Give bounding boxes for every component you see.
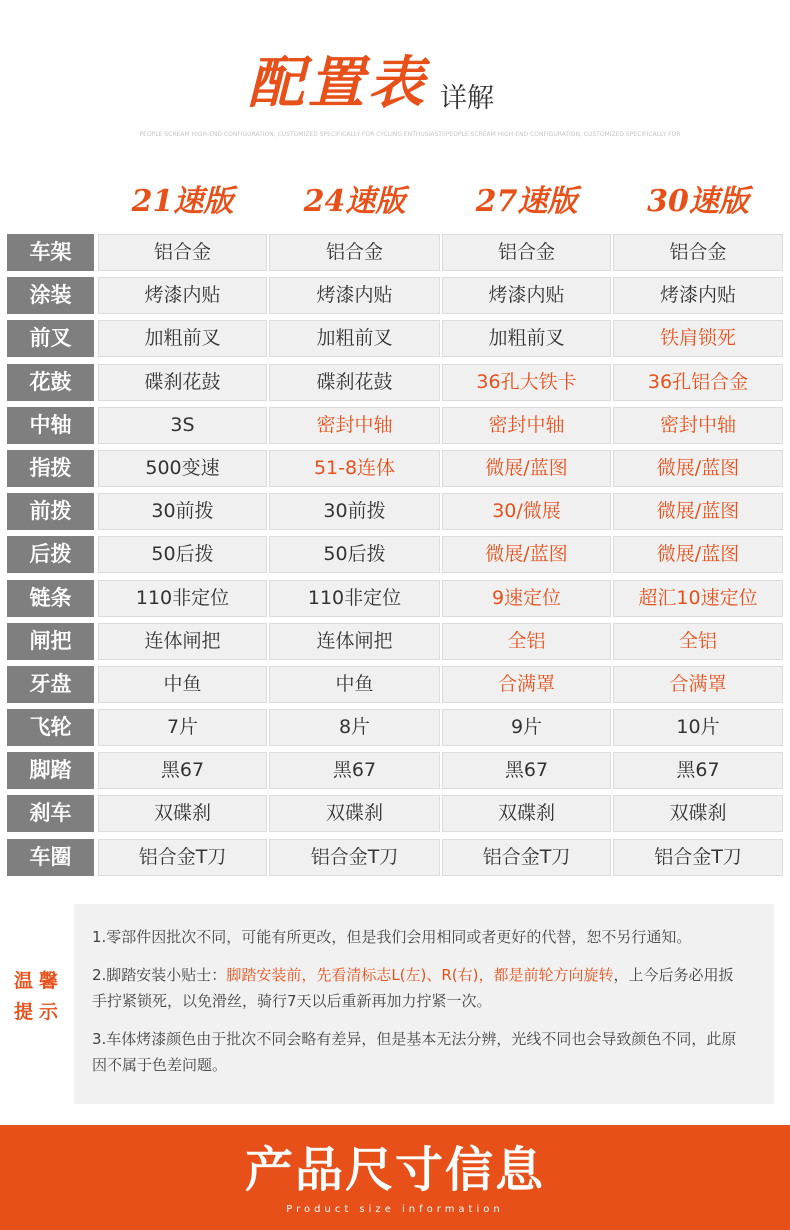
table-cell: 铝合金T刀 [98,839,267,876]
row-label: 牙盘 [7,666,94,703]
table-row [7,535,783,578]
table-cell: 36孔铝合金 [613,364,783,401]
table-cell: 全铝 [613,623,783,660]
table-cell: 烤漆内贴 [442,277,611,314]
table-cell: 7片 [98,709,267,746]
table-cell: 连体闸把 [98,623,267,660]
table-cell: 密封中轴 [613,407,783,444]
table-cell: 双碟刹 [613,795,783,832]
row-label: 链条 [7,580,94,617]
table-row [7,492,783,535]
note-2-prefix: 2.脚踏安装小贴士： [92,966,227,984]
table-cell: 双碟刹 [269,795,440,832]
version-header-21: 21速版 [131,184,234,219]
note-2-highlight: 脚踏安装前，先看清标志L(左)、R(右)，都是前轮方向旋转 [226,966,614,984]
row-label: 车圈 [7,839,94,876]
row-label: 脚踏 [7,752,94,789]
table-cell: 51-8连体 [269,450,440,487]
table-cell: 铝合金T刀 [269,839,440,876]
table-cell: 双碟刹 [442,795,611,832]
table-row [7,233,783,276]
table-cell: 密封中轴 [269,407,440,444]
table-row [7,708,783,751]
footer-subtitle: Product size information [286,1204,504,1215]
table-row [7,838,783,881]
table-cell: 110非定位 [269,580,440,617]
version-header-30: 30速版 [647,184,749,219]
footer-title: 产品尺寸信息 [244,1142,545,1198]
table-cell: 加粗前叉 [442,320,611,357]
table-cell: 烤漆内贴 [613,277,783,314]
row-label: 刹车 [7,795,94,832]
table-cell: 全铝 [442,623,611,660]
row-label: 前拨 [7,493,94,530]
table-row [7,449,783,492]
table-cell: 黑67 [613,752,783,789]
table-cell: 36孔大铁卡 [442,364,611,401]
table-cell: 烤漆内贴 [98,277,267,314]
table-cell: 30前拨 [269,493,440,530]
version-header-24: 24速版 [303,184,406,219]
spec-table [7,233,783,881]
table-cell: 500变速 [98,450,267,487]
notes-box [74,904,774,1104]
table-row [7,751,783,794]
row-label: 车架 [7,234,94,271]
table-cell: 8片 [269,709,440,746]
table-cell: 中鱼 [269,666,440,703]
table-cell: 密封中轴 [442,407,611,444]
table-cell: 铝合金 [442,234,611,271]
table-cell: 加粗前叉 [98,320,267,357]
table-cell: 50后拨 [269,536,440,573]
version-header-27: 27速版 [475,184,578,219]
table-cell: 双碟刹 [98,795,267,832]
row-label: 后拨 [7,536,94,573]
row-label: 闸把 [7,623,94,660]
table-cell: 铝合金T刀 [442,839,611,876]
table-row [7,665,783,708]
table-row [7,276,783,319]
table-cell: 110非定位 [98,580,267,617]
table-cell: 微展/蓝图 [613,493,783,530]
note-3: 3.车体烤漆颜色由于批次不同会略有差异，但是基本无法分辨，光线不同也会导致颜色不同，此原因不属于色差问题。 [92,1030,737,1074]
table-cell: 黑67 [442,752,611,789]
table-cell: 9片 [442,709,611,746]
table-row [7,622,783,665]
table-cell: 30前拨 [98,493,267,530]
table-row [7,363,783,406]
row-label: 指拨 [7,450,94,487]
table-cell: 铝合金 [269,234,440,271]
page-title: 配置表 [248,50,428,116]
table-cell: 加粗前叉 [269,320,440,357]
table-cell: 50后拨 [98,536,267,573]
table-row [7,406,783,449]
row-label: 中轴 [7,407,94,444]
table-cell: 微展/蓝图 [442,536,611,573]
table-cell: 铝合金T刀 [613,839,783,876]
table-row [7,794,783,837]
table-cell: 30/微展 [442,493,611,530]
table-cell: 合满罩 [613,666,783,703]
row-label: 花鼓 [7,364,94,401]
table-cell: 黑67 [269,752,440,789]
row-label: 涂装 [7,277,94,314]
footer-banner [0,1125,790,1230]
table-cell: 烤漆内贴 [269,277,440,314]
page-subtitle: 详解 [440,83,494,114]
note-1: 1.零部件因批次不同，可能有所更改，但是我们会用相同或者更好的代替，恕不另行通知。 [92,928,692,946]
note-2 [92,962,742,1014]
row-label: 飞轮 [7,709,94,746]
table-cell: 9速定位 [442,580,611,617]
row-label: 前叉 [7,320,94,357]
table-cell: 微展/蓝图 [613,450,783,487]
table-cell: 碟刹花鼓 [269,364,440,401]
table-cell: 铁肩锁死 [613,320,783,357]
table-cell: 黑67 [98,752,267,789]
table-cell: 合满罩 [442,666,611,703]
table-cell: 铝合金 [613,234,783,271]
table-cell: 微展/蓝图 [442,450,611,487]
table-row [7,579,783,622]
table-cell: 铝合金 [98,234,267,271]
table-cell: 3S [98,407,267,444]
tagline: PEOPLE SCREAM HIGH-END CONFIGURATION, CUSTOMIZED SPECIFICALLY FOR CYCLING ENTHUSIASTSPEOPLE SCREAM HIGH-END CONFIGURATION, CUSTOMIZED SPECIFICALLY FOR [139,131,681,138]
table-row [7,319,783,362]
table-cell: 10片 [613,709,783,746]
tips-label: 温馨提示 [13,970,64,1023]
table-cell: 碟刹花鼓 [98,364,267,401]
table-cell: 微展/蓝图 [613,536,783,573]
table-cell: 超汇10速定位 [613,580,783,617]
table-cell: 连体闸把 [269,623,440,660]
note-2-suffix: ，上今后务必用扳手拧紧锁死，以免滑丝，骑行7天以后重新再加力拧紧一次。 [92,966,734,1010]
table-cell: 中鱼 [98,666,267,703]
